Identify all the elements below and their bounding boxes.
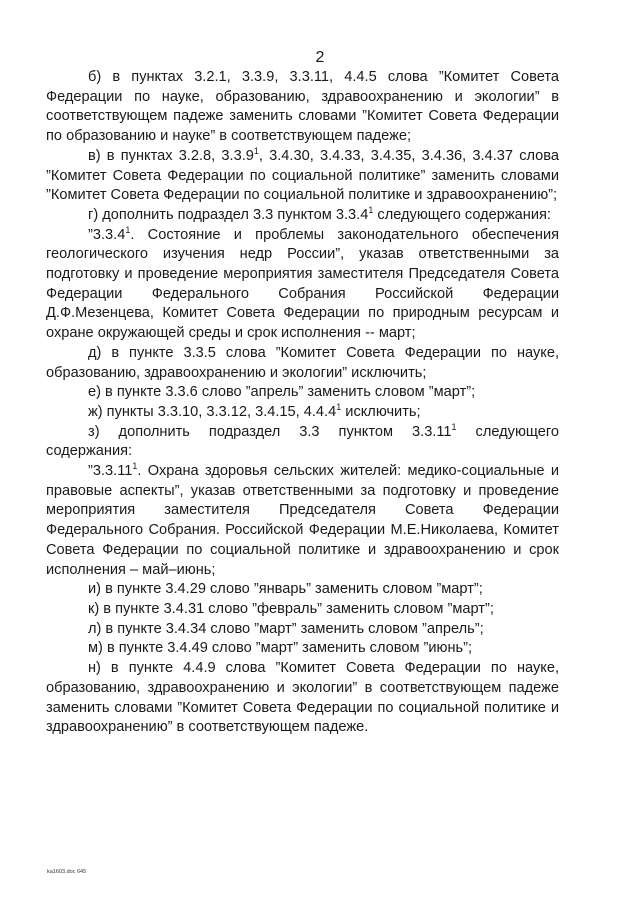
- paragraph-e: е) в пункте 3.3.6 слово ”апрель” заменить словом ”март”;: [88, 384, 476, 401]
- paragraph-g-quote: ”3.3.4$^1$. Состояние и проблемы законодательного обеспечения геологического изучения недр России”, указав ответственными за подготовку и проведение мероприятия заместителя Председателя Совета Федерации Федерального Собрания Российской Федерации Д.Ф.Мезенцева, Комитет Совета Федерации по природным ресурсам и охране окружающей среды и срок исполнения -- март;: [46, 224, 559, 342]
- paragraph-k: к) в пункте 3.4.31 слово ”февраль” заменить словом ”март”;: [88, 600, 494, 617]
- paragraph-g: г) дополнить подраздел 3.3 пунктом 3.3.4$^1$ следующего содержания:: [88, 204, 551, 223]
- paragraph-b: б) в пунктах 3.2.1, 3.3.9, 3.3.11, 4.4.5 слова ”Комитет Совета Федерации по науке, образованию, здравоохранению и экологии” в соответствующем падеже заменить словами ”Комитет Совета Федерации по образованию и науке” в соответствующем падеже;: [46, 69, 559, 145]
- superscript: 1: [132, 461, 138, 472]
- superscript: 1: [336, 401, 342, 412]
- superscript: 1: [368, 204, 374, 215]
- file-footer: ka1603.doc 645: [47, 869, 87, 875]
- paragraph-d: д) в пункте 3.3.5 слова ”Комитет Совета Федерации по науке, образованию, здравоохранению и экологии” исключить;: [46, 344, 559, 381]
- paragraph-z: з) дополнить подраздел 3.3 пунктом 3.3.11$^1$ следующего содержания:: [46, 421, 560, 460]
- paragraph-z-quote: ”3.3.11$^1$. Охрана здоровья сельских жителей: медико-социальные и правовые аспекты”, указав ответственными за подготовку и проведение мероприятия заместителя Председателя Совета Федерации Федерального Собрания. Российской Федерации М.Е.Николаева, Комитет Совета Федерации по социальной политике и здравоохранению и срок исполнения – май–июнь;: [46, 461, 559, 578]
- paragraph-zh: ж) пункты 3.3.10, 3.3.12, 3.4.15, 4.4.4$^1$ исключить;: [88, 401, 421, 420]
- page-number: 2: [315, 49, 325, 66]
- paragraph-m: м) в пункте 3.4.49 слово ”март” заменить словом ”июнь”;: [88, 640, 473, 657]
- paragraph-v: в) в пунктах 3.2.8, 3.3.9$^1$, 3.4.30, 3.4.33, 3.4.35, 3.4.36, 3.4.37 слова ”Комитет Совета Федерации по социальной политике” заменить словами ”Комитет Совета Федерации по социальной политике и здравоохранению”;: [46, 145, 559, 204]
- superscript: 1: [253, 145, 259, 156]
- paragraph-i: и) в пункте 3.4.29 слово ”январь” заменить словом ”март”;: [88, 581, 483, 598]
- paragraph-l: л) в пункте 3.4.34 слово ”март” заменить словом ”апрель”;: [88, 620, 484, 637]
- paragraph-n: н) в пункте 4.4.9 слова ”Комитет Совета Федерации по науке, образованию, здравоохранению и экологии” в соответствующем падеже заменить словами ”Комитет Совета Федерации по социальной политике и здравоохранению” в соответствующем падеже.: [46, 660, 559, 736]
- superscript: 1: [125, 224, 131, 235]
- document-body: [46, 68, 559, 738]
- superscript: 1: [451, 421, 457, 432]
